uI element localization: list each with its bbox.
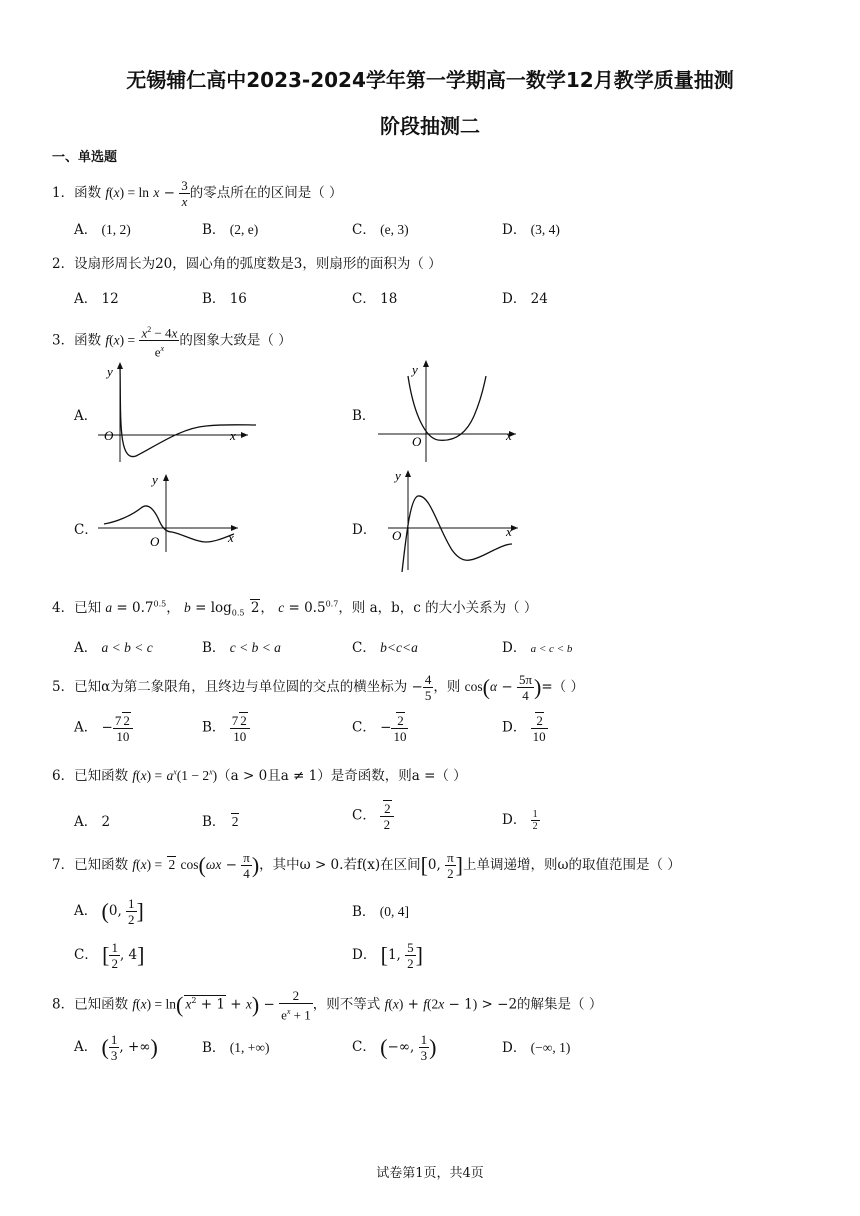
q4-option-b: B． c < b < a (202, 640, 281, 656)
svg-text:x: x (228, 530, 234, 545)
page-subtitle: 阶段抽测二 (380, 114, 480, 138)
svg-text:x: x (506, 428, 512, 443)
svg-text:y: y (107, 364, 113, 379)
question-4: 4．已知 $a = 0.7^{0.5}$， $b = \log_{0.5} 2$， $c = 0.5^{0.7}$，则 a，b，c 的大小关系为（ ） (52, 599, 538, 618)
q4-option-c: C． b<c<a (352, 640, 418, 656)
q1-option-a: A． (1, 2) (74, 222, 131, 238)
q2-option-a: A． 12 (74, 291, 119, 307)
q5-option-d: D． $\frac{2}{10}$ (502, 713, 546, 744)
q7-option-c: C． [ $\frac{1}{2}$ , 4] (74, 940, 145, 971)
q5-option-a: A． − $\frac{7 2}{10}$ (74, 712, 133, 744)
q2-option-d: D． 24 (502, 291, 548, 307)
q2-option-c: C． 18 (352, 291, 398, 307)
q3-option-a: A． (74, 408, 98, 424)
svg-text:y: y (152, 472, 158, 487)
q4-option-a: A． a < b < c (74, 640, 153, 656)
q3-graph-c (96, 472, 246, 552)
page-footer: 试卷第1页，共4页 (376, 1166, 484, 1181)
svg-text:O: O (104, 428, 114, 443)
q8-option-c: C． (−∞, $\frac{1}{3}$ ) (352, 1032, 437, 1063)
q3-option-c: C． (74, 522, 98, 538)
question-7: 7．已知函数 f(x) = 2 cos(ωx − $\frac{\pi}{4}$ )，其中ω > 0.若f(x)在区间[0, $\frac{\pi}{2}$ ]上单调递增，则ω的取值范围是（ ） (52, 850, 681, 881)
q6-option-a: A． 2 (74, 814, 111, 830)
q8-option-d: D． (−∞, 1) (502, 1040, 571, 1056)
question-3: 3．函数 f(x) = $\frac{x^2 - 4x}{e^x}$ 的图象大致是（ ） (52, 322, 292, 360)
svg-text:x: x (230, 428, 236, 443)
q1-option-c: C． (e, 3) (352, 222, 409, 238)
q2-option-b: B． 16 (202, 291, 247, 307)
q3-graph-d (386, 468, 526, 574)
q6-option-c: C． $\frac{2}{2}$ (352, 800, 394, 832)
q5-option-c: C． − $\frac{2}{10}$ (352, 713, 407, 744)
svg-text:y: y (395, 468, 401, 483)
q7-option-d: D． [1, $\frac{5}{2}$ ] (352, 940, 423, 971)
svg-text:O: O (392, 528, 402, 543)
svg-text:O: O (150, 534, 160, 549)
question-6: 6．已知函数 $f(x) = a^x(1 - 2^x)(a > 0$且a ≠ 1）是奇函数，则a =（ ） (52, 767, 467, 784)
svg-text:y: y (412, 362, 418, 377)
question-2: 2．设扇形周长为20，圆心角的弧度数是3，则扇形的面积为（ ） (52, 256, 442, 272)
q6-option-b: B． 2 (202, 814, 239, 830)
svg-text:x: x (506, 524, 512, 539)
section-heading: 一、单选题 (52, 150, 118, 165)
q5-option-b: B． $\frac{7 2}{10}$ (202, 712, 250, 744)
q3-option-d: D． (352, 522, 377, 538)
q6-option-d: D． $\frac{1}{2}$ (502, 809, 538, 832)
q1-option-d: D． (3, 4) (502, 222, 560, 238)
q4-option-d: D． a < c < b (502, 640, 573, 656)
q1-option-b: B． (2, e) (202, 222, 259, 238)
q8-option-b: B． (1, +∞) (202, 1040, 270, 1056)
q3-option-b: B． (352, 408, 376, 424)
question-1: 1．函数 f(x) = ln x − $\frac{3}{x}$ 的零点所在的区间是（ ） (52, 178, 343, 209)
question-5: 5．已知α为第二象限角，且终边与单位圆的交点的横坐标为 − $\frac{4}{5}$ ，则 cos(α − $\frac{5\pi}{4}$ )=（ ） (52, 672, 584, 703)
q3-graph-a (96, 358, 266, 466)
q7-option-a: A． (0, $\frac{1}{2}$ ] (74, 896, 144, 927)
q7-option-b: B． (0, 4] (352, 904, 409, 920)
question-8: 8．已知函数 f(x) = ln( $x^2 + 1 + x$) − $\frac{2}{e^x + 1}$ ，则不等式 f(x) + f(2x − 1) > −2的解集是（ ） (52, 988, 603, 1023)
svg-text:O: O (412, 434, 422, 449)
q3-graph-b (376, 356, 526, 464)
q8-option-a: A． ( $\frac{1}{3}$ , +∞) (74, 1032, 158, 1063)
page-title: 无锡辅仁高中2023-2024学年第一学期高一数学12月教学质量抽测 (126, 68, 734, 92)
